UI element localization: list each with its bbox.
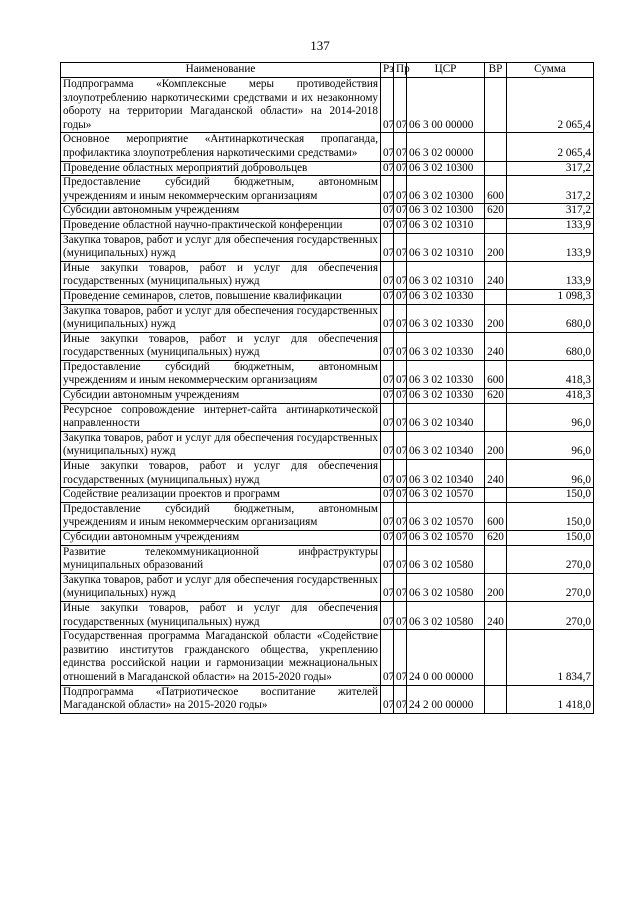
page-number: 137 [310, 38, 330, 53]
header-vr: ВР [485, 63, 507, 78]
cell-csr: 06 3 02 10580 [407, 601, 485, 629]
cell-rz: 07 [381, 332, 394, 360]
cell-csr: 06 3 02 10300 [407, 204, 485, 219]
cell-csr: 06 3 02 10330 [407, 389, 485, 404]
cell-sum: 133,9 [507, 218, 594, 233]
cell-sum: 270,0 [507, 545, 594, 573]
cell-csr: 06 3 02 10570 [407, 502, 485, 530]
cell-sum: 1 418,0 [507, 685, 594, 713]
cell-name: Предоставление субсидий бюджетным, автономным учреждениям и иным некоммерческим организациям [61, 502, 381, 530]
cell-rz: 07 [381, 360, 394, 388]
cell-rz: 07 [381, 460, 394, 488]
cell-vr [485, 488, 507, 503]
cell-pr: 07 [394, 261, 407, 289]
cell-vr: 600 [485, 502, 507, 530]
header-csr: ЦСР [407, 63, 485, 78]
table-row [61, 403, 594, 431]
cell-sum: 418,3 [507, 360, 594, 388]
table-row [61, 360, 594, 388]
table-row [61, 431, 594, 459]
table-row [61, 630, 594, 685]
cell-name: Субсидии автономным учреждениям [61, 204, 381, 219]
cell-sum: 317,2 [507, 176, 594, 204]
table-header-row [61, 63, 594, 78]
cell-rz: 07 [381, 304, 394, 332]
cell-pr: 07 [394, 460, 407, 488]
cell-pr: 07 [394, 204, 407, 219]
cell-rz: 07 [381, 502, 394, 530]
cell-pr: 07 [394, 289, 407, 304]
cell-rz: 07 [381, 176, 394, 204]
header-name: Наименование [61, 63, 381, 78]
header-pr: Пр [394, 63, 407, 78]
table-row [61, 685, 594, 713]
cell-vr: 200 [485, 304, 507, 332]
table-row [61, 332, 594, 360]
cell-name: Развитие телекоммуникационной инфраструктуры муниципальных образований [61, 545, 381, 573]
cell-vr: 240 [485, 261, 507, 289]
cell-rz: 07 [381, 289, 394, 304]
cell-pr: 07 [394, 304, 407, 332]
table-row [61, 218, 594, 233]
cell-sum: 150,0 [507, 531, 594, 546]
cell-rz: 07 [381, 204, 394, 219]
cell-name: Проведение семинаров, слетов, повышение квалификации [61, 289, 381, 304]
cell-pr: 07 [394, 233, 407, 261]
cell-pr: 07 [394, 176, 407, 204]
table-body [61, 78, 594, 714]
cell-vr: 620 [485, 204, 507, 219]
cell-rz: 07 [381, 685, 394, 713]
cell-csr: 06 3 02 10340 [407, 403, 485, 431]
cell-csr: 06 3 02 10310 [407, 218, 485, 233]
cell-sum: 680,0 [507, 304, 594, 332]
cell-vr [485, 133, 507, 161]
table-row [61, 545, 594, 573]
cell-name: Закупка товаров, работ и услуг для обеспечения государственных (муниципальных) нужд [61, 573, 381, 601]
cell-rz: 07 [381, 161, 394, 176]
cell-sum: 133,9 [507, 261, 594, 289]
cell-sum: 680,0 [507, 332, 594, 360]
cell-csr: 06 3 02 10330 [407, 332, 485, 360]
cell-sum: 150,0 [507, 488, 594, 503]
cell-rz: 07 [381, 133, 394, 161]
cell-name: Закупка товаров, работ и услуг для обеспечения государственных (муниципальных) нужд [61, 304, 381, 332]
cell-csr: 06 3 02 10580 [407, 573, 485, 601]
table-row [61, 233, 594, 261]
cell-pr: 07 [394, 403, 407, 431]
cell-name: Основное мероприятие «Антинаркотическая пропаганда, профилактика злоупотребления наркотическими средствами» [61, 133, 381, 161]
cell-name: Проведение областной научно-практической конференции [61, 218, 381, 233]
table-row [61, 161, 594, 176]
table-row [61, 531, 594, 546]
cell-vr: 620 [485, 389, 507, 404]
cell-csr: 24 0 00 00000 [407, 630, 485, 685]
cell-pr: 07 [394, 389, 407, 404]
table-row [61, 460, 594, 488]
cell-name: Иные закупки товаров, работ и услуг для обеспечения государственных (муниципальных) нужд [61, 601, 381, 629]
cell-csr: 06 3 02 10340 [407, 431, 485, 459]
cell-pr: 07 [394, 332, 407, 360]
cell-sum: 270,0 [507, 573, 594, 601]
cell-pr: 07 [394, 360, 407, 388]
cell-sum: 317,2 [507, 204, 594, 219]
cell-sum: 1 834,7 [507, 630, 594, 685]
cell-csr: 06 3 02 10330 [407, 289, 485, 304]
cell-rz: 07 [381, 218, 394, 233]
table-row [61, 204, 594, 219]
cell-rz: 07 [381, 488, 394, 503]
budget-table [60, 62, 594, 714]
table-row [61, 304, 594, 332]
cell-vr [485, 545, 507, 573]
cell-csr: 06 3 02 10340 [407, 460, 485, 488]
cell-pr: 07 [394, 502, 407, 530]
cell-pr: 07 [394, 161, 407, 176]
cell-rz: 07 [381, 431, 394, 459]
table-row [61, 176, 594, 204]
cell-csr: 06 3 02 00000 [407, 133, 485, 161]
cell-name: Ресурсное сопровождение интернет-сайта антинаркотической направленности [61, 403, 381, 431]
header-rz: Рз [381, 63, 394, 78]
cell-vr: 240 [485, 460, 507, 488]
cell-vr: 240 [485, 332, 507, 360]
cell-csr: 06 3 02 10310 [407, 233, 485, 261]
header-sum: Сумма [507, 63, 594, 78]
cell-csr: 06 3 02 10580 [407, 545, 485, 573]
cell-name: Содействие реализации проектов и программ [61, 488, 381, 503]
cell-name: Иные закупки товаров, работ и услуг для обеспечения государственных (муниципальных) нужд [61, 460, 381, 488]
cell-csr: 06 3 02 10300 [407, 161, 485, 176]
table-row [61, 133, 594, 161]
table-row [61, 502, 594, 530]
cell-sum: 150,0 [507, 502, 594, 530]
cell-rz: 07 [381, 403, 394, 431]
cell-vr [485, 630, 507, 685]
cell-vr: 240 [485, 601, 507, 629]
cell-rz: 07 [381, 630, 394, 685]
cell-vr [485, 218, 507, 233]
cell-rz: 07 [381, 233, 394, 261]
cell-vr: 200 [485, 431, 507, 459]
table-row [61, 488, 594, 503]
cell-csr: 06 3 02 10330 [407, 360, 485, 388]
table-row [61, 389, 594, 404]
cell-sum: 96,0 [507, 431, 594, 459]
cell-rz: 07 [381, 601, 394, 629]
cell-rz: 07 [381, 545, 394, 573]
cell-pr: 07 [394, 601, 407, 629]
cell-name: Подпрограмма «Комплексные меры противодействия злоупотреблению наркотическими средствами и их незаконному обороту на территории Магаданской области» на 2014-2018 годы» [61, 78, 381, 133]
cell-rz: 07 [381, 573, 394, 601]
cell-vr [485, 289, 507, 304]
cell-pr: 07 [394, 78, 407, 133]
cell-pr: 07 [394, 218, 407, 233]
cell-sum: 1 098,3 [507, 289, 594, 304]
cell-sum: 270,0 [507, 601, 594, 629]
table-row [61, 261, 594, 289]
cell-sum: 96,0 [507, 403, 594, 431]
cell-sum: 2 065,4 [507, 78, 594, 133]
cell-name: Субсидии автономным учреждениям [61, 389, 381, 404]
cell-vr [485, 161, 507, 176]
table-row [61, 289, 594, 304]
cell-name: Предоставление субсидий бюджетным, автономным учреждениям и иным некоммерческим организациям [61, 360, 381, 388]
cell-pr: 07 [394, 630, 407, 685]
cell-vr: 200 [485, 233, 507, 261]
cell-rz: 07 [381, 78, 394, 133]
cell-csr: 06 3 02 10570 [407, 531, 485, 546]
table-row [61, 601, 594, 629]
table-row [61, 78, 594, 133]
cell-sum: 96,0 [507, 460, 594, 488]
cell-name: Предоставление субсидий бюджетным, автономным учреждениям и иным некоммерческим организациям [61, 176, 381, 204]
table-row [61, 573, 594, 601]
cell-pr: 07 [394, 573, 407, 601]
cell-csr: 06 3 02 10310 [407, 261, 485, 289]
cell-csr: 06 3 00 00000 [407, 78, 485, 133]
cell-name: Субсидии автономным учреждениям [61, 531, 381, 546]
cell-vr: 600 [485, 360, 507, 388]
cell-vr: 620 [485, 531, 507, 546]
cell-csr: 06 3 02 10570 [407, 488, 485, 503]
cell-rz: 07 [381, 531, 394, 546]
cell-pr: 07 [394, 133, 407, 161]
cell-vr: 200 [485, 573, 507, 601]
cell-pr: 07 [394, 685, 407, 713]
cell-sum: 2 065,4 [507, 133, 594, 161]
cell-sum: 317,2 [507, 161, 594, 176]
cell-rz: 07 [381, 261, 394, 289]
cell-pr: 07 [394, 431, 407, 459]
cell-name: Иные закупки товаров, работ и услуг для обеспечения государственных (муниципальных) нужд [61, 261, 381, 289]
cell-rz: 07 [381, 389, 394, 404]
cell-vr [485, 78, 507, 133]
cell-name: Иные закупки товаров, работ и услуг для обеспечения государственных (муниципальных) нужд [61, 332, 381, 360]
cell-name: Подпрограмма «Патриотическое воспитание жителей Магаданской области» на 2015-2020 годы» [61, 685, 381, 713]
cell-name: Закупка товаров, работ и услуг для обеспечения государственных (муниципальных) нужд [61, 431, 381, 459]
cell-pr: 07 [394, 545, 407, 573]
cell-pr: 07 [394, 488, 407, 503]
cell-name: Закупка товаров, работ и услуг для обеспечения государственных (муниципальных) нужд [61, 233, 381, 261]
cell-csr: 06 3 02 10330 [407, 304, 485, 332]
cell-vr: 600 [485, 176, 507, 204]
cell-vr [485, 685, 507, 713]
cell-sum: 418,3 [507, 389, 594, 404]
cell-name: Государственная программа Магаданской области «Содействие развитию институтов гражданского общества, укреплению единства российской нации и гармонизации межнациональных отношений в Магаданской области» на 2015-2020 годы» [61, 630, 381, 685]
cell-csr: 24 2 00 00000 [407, 685, 485, 713]
cell-sum: 133,9 [507, 233, 594, 261]
cell-vr [485, 403, 507, 431]
cell-pr: 07 [394, 531, 407, 546]
cell-csr: 06 3 02 10300 [407, 176, 485, 204]
cell-name: Проведение областных мероприятий добровольцев [61, 161, 381, 176]
